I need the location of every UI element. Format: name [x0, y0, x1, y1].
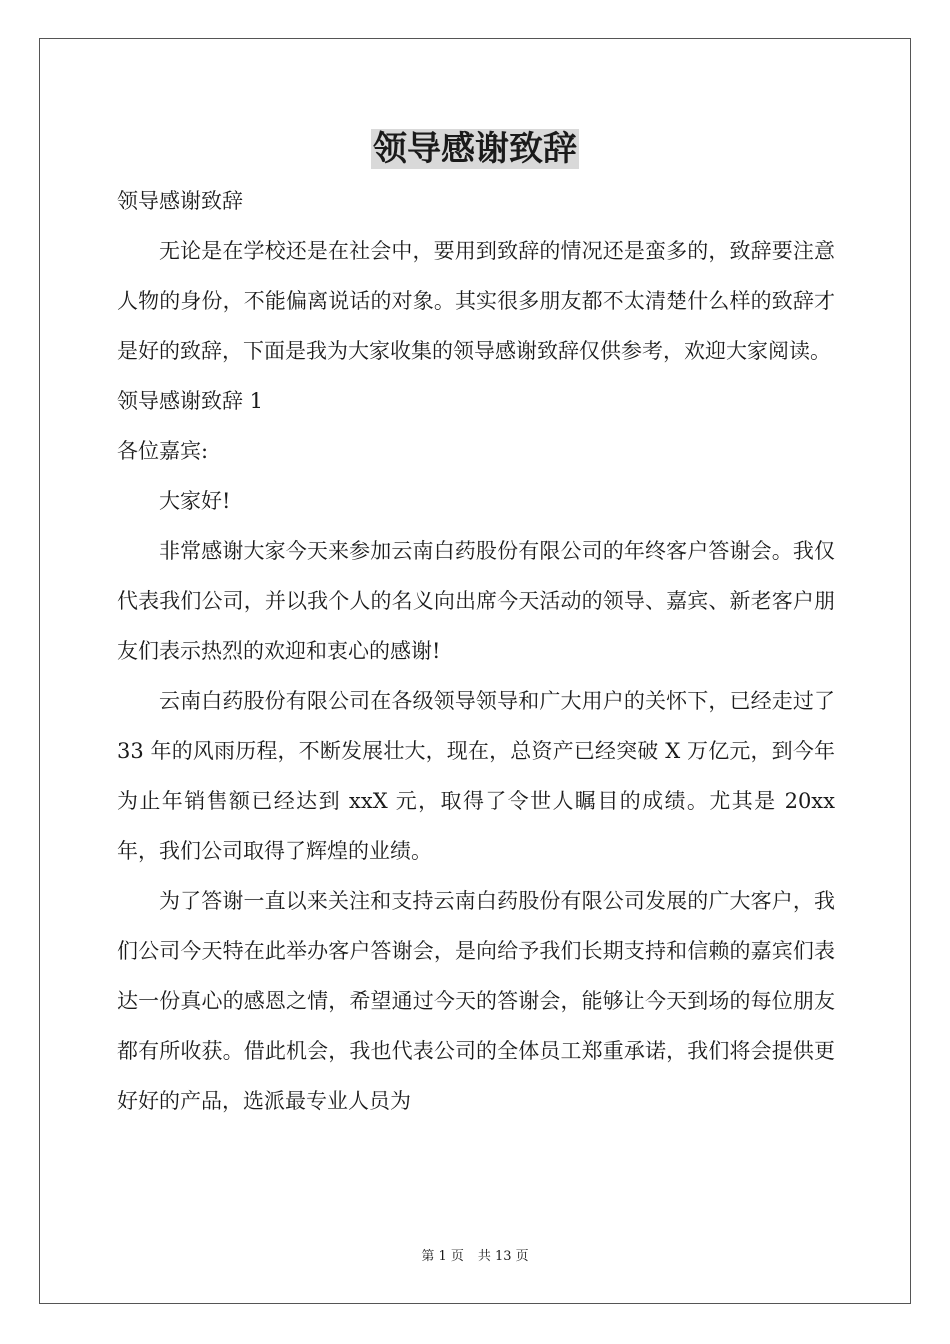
- paragraph-thanks: 非常感谢大家今天来参加云南白药股份有限公司的年终客户答谢会。我仅代表我们公司，并以我个人的名义向出席今天活动的领导、嘉宾、新老客户朋友们表示热烈的欢迎和衷心的感谢!: [117, 539, 835, 663]
- page-number: 第 1 页: [421, 1249, 464, 1264]
- paragraph-salutation: 各位嘉宾:: [117, 439, 209, 463]
- paragraph-subtitle: 领导感谢致辞: [117, 189, 243, 213]
- page-footer: [0, 1247, 950, 1267]
- paragraph-company-history: 云南白药股份有限公司在各级领导领导和广大用户的关怀下，已经走过了 33 年的风雨历程，不断发展壮大，现在，总资产已经突破 X 万亿元，到今年为止年销售额已经达到 xxX 元，取得了令世人瞩目的成绩。尤其是 20xx 年，我们公司取得了辉煌的业绩。: [117, 689, 835, 863]
- paragraph-intro: 无论是在学校还是在社会中，要用到致辞的情况还是蛮多的，致辞要注意人物的身份，不能偏离说话的对象。其实很多朋友都不太清楚什么样的致辞才是好的致辞，下面是我为大家收集的领导感谢致辞仅供参考，欢迎大家阅读。: [117, 239, 835, 363]
- document-body: [117, 176, 835, 1126]
- paragraph-section-heading: 领导感谢致辞 1: [117, 389, 264, 413]
- paragraph-greeting: 大家好!: [159, 489, 231, 513]
- document-title: [0, 126, 950, 172]
- paragraph-appreciation: 为了答谢一直以来关注和支持云南白药股份有限公司发展的广大客户，我们公司今天特在此举办客户答谢会，是向给予我们长期支持和信赖的嘉宾们表达一份真心的感恩之情，希望通过今天的答谢会，能够让今天到场的每位朋友都有所收获。借此机会，我也代表公司的全体员工郑重承诺，我们将会提供更好好的产品，选派最专业人员为: [117, 889, 835, 1113]
- document-title-text: 领导感谢致辞: [373, 129, 577, 169]
- total-pages: 共 13 页: [477, 1249, 529, 1264]
